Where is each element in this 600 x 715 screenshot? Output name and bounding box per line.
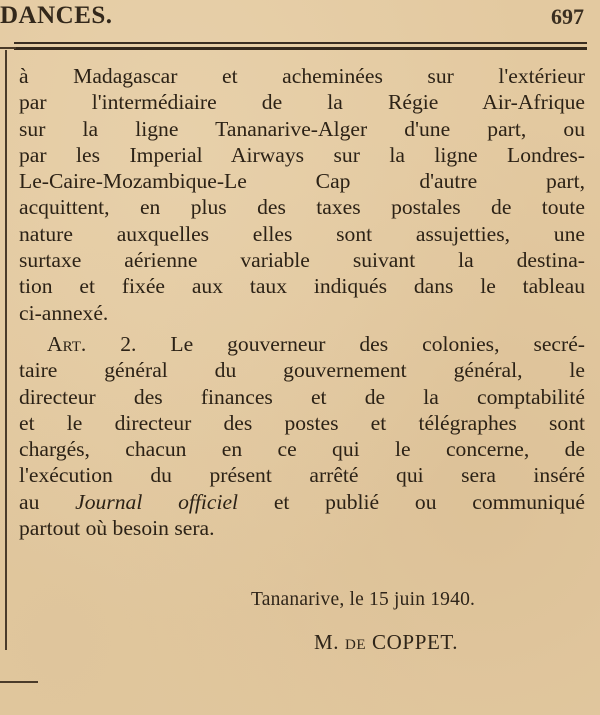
text-line: Le-Caire-Mozambique-Le Cap d'autre part,: [19, 169, 585, 194]
text-line: l'exécution du présent arrêté qui sera inséré: [19, 463, 585, 488]
article-2: [19, 331, 585, 541]
text-fragment: et publié ou communiqué: [273, 489, 585, 514]
text-line: chargés, chacun en ce qui le concerne, de: [19, 437, 585, 462]
signature-initial: M.: [314, 630, 340, 654]
running-head: [0, 0, 590, 36]
text-line: surtaxe aérienne variable suivant la destina-: [19, 248, 585, 273]
column-rule: [5, 50, 7, 650]
text-line: nature auxquelles elles sont assujetties, une: [19, 221, 585, 246]
footer-rule: [0, 681, 38, 683]
article-2-first-line: [19, 331, 585, 357]
text-fragment: au: [19, 489, 40, 514]
text-line: par les Imperial Airways sur la ligne Londres-: [19, 142, 585, 167]
signature: [314, 630, 458, 655]
text-line: partout où besoin sera.: [19, 516, 215, 541]
text-fragment: Le gouverneur des colonies, secré-: [170, 331, 585, 356]
rule-line-top: [14, 42, 587, 44]
text-line: directeur des finances et de la comptabilité: [19, 384, 585, 409]
article-1-continuation: [19, 63, 585, 326]
article-label: Art.: [47, 331, 87, 356]
signature-particle: de: [344, 630, 367, 654]
signature-surname: COPPET.: [372, 630, 459, 654]
journal-title: Journal officiel: [75, 489, 239, 514]
text-line: ci-annexé.: [19, 300, 109, 325]
text-line: sur la ligne Tananarive-Alger d'une part, ou: [19, 116, 585, 141]
text-line-with-italic: [19, 489, 585, 515]
rule-line-bottom: [14, 47, 587, 50]
text-line: taire général du gouvernement général, le: [19, 358, 585, 383]
text-line: à Madagascar et acheminées sur l'extérieur: [19, 64, 585, 88]
text-line: tion et fixée aux taux indiqués dans le tableau: [19, 274, 585, 299]
text-line: et le directeur des postes et télégraphes sont: [19, 410, 585, 435]
place-date-line: Tananarive, le 15 juin 1940.: [251, 589, 476, 610]
header-double-rule: [0, 42, 587, 51]
text-line: acquittent, en plus des taxes postales de toute: [19, 195, 585, 220]
running-title: DANCES.: [0, 2, 113, 29]
body-text: [19, 63, 585, 541]
page-number: 697: [551, 4, 584, 29]
article-number: 2.: [120, 331, 137, 356]
text-line: par l'intermédiaire de la Régie Air-Afrique: [19, 90, 585, 115]
rule-line-corner: [0, 47, 16, 49]
